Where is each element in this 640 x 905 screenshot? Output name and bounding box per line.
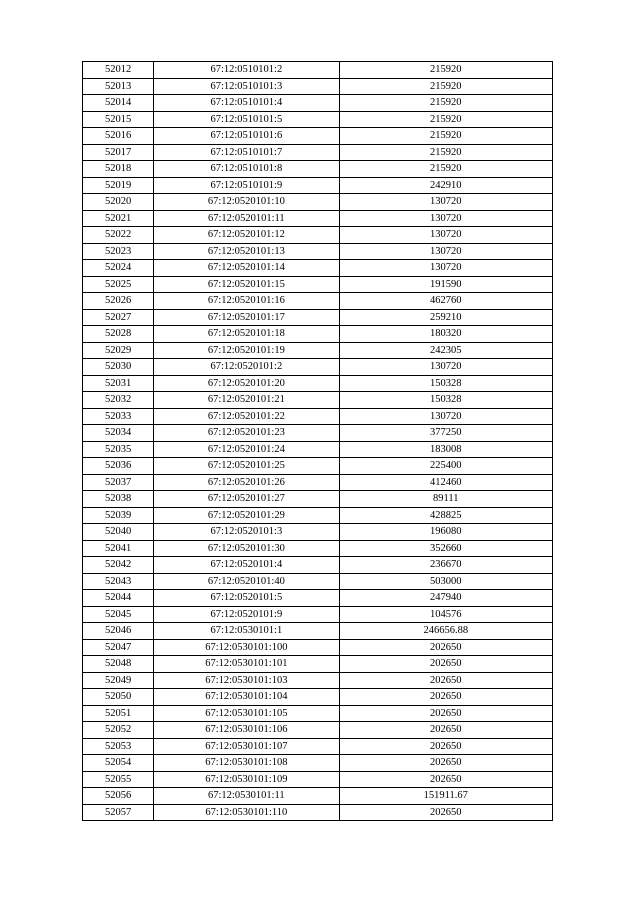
cadastral-number-cell: 67:12:0530101:103 (154, 672, 339, 689)
row-number-cell: 52045 (83, 606, 154, 623)
table-row (83, 524, 553, 541)
value-cell: 202650 (339, 639, 552, 656)
cadastral-number-cell: 67:12:0520101:20 (154, 375, 339, 392)
value-cell: 130720 (339, 408, 552, 425)
row-number-cell: 52033 (83, 408, 154, 425)
row-number-cell: 52030 (83, 359, 154, 376)
cadastral-number-cell: 67:12:0520101:10 (154, 194, 339, 211)
cadastral-number-cell: 67:12:0530101:107 (154, 738, 339, 755)
cadastral-number-cell: 67:12:0520101:22 (154, 408, 339, 425)
value-cell: 150328 (339, 375, 552, 392)
table-row (83, 507, 553, 524)
value-cell: 202650 (339, 755, 552, 772)
table-row (83, 375, 553, 392)
cadastral-number-cell: 67:12:0510101:4 (154, 95, 339, 112)
value-cell: 242305 (339, 342, 552, 359)
row-number-cell: 52057 (83, 804, 154, 821)
table-row (83, 788, 553, 805)
row-number-cell: 52036 (83, 458, 154, 475)
row-number-cell: 52022 (83, 227, 154, 244)
value-cell: 202650 (339, 738, 552, 755)
table-row (83, 722, 553, 739)
cadastral-value-table (82, 61, 553, 821)
table-row (83, 128, 553, 145)
table-row (83, 408, 553, 425)
cadastral-number-cell: 67:12:0510101:3 (154, 78, 339, 95)
row-number-cell: 52050 (83, 689, 154, 706)
cadastral-number-cell: 67:12:0510101:2 (154, 62, 339, 79)
value-cell: 202650 (339, 804, 552, 821)
row-number-cell: 52038 (83, 491, 154, 508)
cadastral-number-cell: 67:12:0530101:108 (154, 755, 339, 772)
row-number-cell: 52024 (83, 260, 154, 277)
table-row (83, 804, 553, 821)
row-number-cell: 52052 (83, 722, 154, 739)
table-row (83, 392, 553, 409)
table-row (83, 243, 553, 260)
value-cell: 503000 (339, 573, 552, 590)
table-row (83, 425, 553, 442)
row-number-cell: 52043 (83, 573, 154, 590)
row-number-cell: 52041 (83, 540, 154, 557)
cadastral-number-cell: 67:12:0530101:101 (154, 656, 339, 673)
table-row (83, 755, 553, 772)
row-number-cell: 52026 (83, 293, 154, 310)
cadastral-number-cell: 67:12:0520101:24 (154, 441, 339, 458)
table-row (83, 62, 553, 79)
row-number-cell: 52029 (83, 342, 154, 359)
table-row (83, 689, 553, 706)
cadastral-number-cell: 67:12:0520101:29 (154, 507, 339, 524)
table-row (83, 540, 553, 557)
cadastral-number-cell: 67:12:0520101:3 (154, 524, 339, 541)
value-cell: 183008 (339, 441, 552, 458)
value-cell: 150328 (339, 392, 552, 409)
row-number-cell: 52039 (83, 507, 154, 524)
value-cell: 202650 (339, 771, 552, 788)
row-number-cell: 52025 (83, 276, 154, 293)
cadastral-number-cell: 67:12:0520101:27 (154, 491, 339, 508)
cadastral-number-cell: 67:12:0520101:26 (154, 474, 339, 491)
table-row (83, 260, 553, 277)
table-row (83, 309, 553, 326)
table-row (83, 293, 553, 310)
table-row (83, 111, 553, 128)
cadastral-number-cell: 67:12:0530101:106 (154, 722, 339, 739)
cadastral-number-cell: 67:12:0520101:23 (154, 425, 339, 442)
value-cell: 242910 (339, 177, 552, 194)
row-number-cell: 52018 (83, 161, 154, 178)
table-row (83, 326, 553, 343)
value-cell: 215920 (339, 78, 552, 95)
row-number-cell: 52047 (83, 639, 154, 656)
table-row (83, 623, 553, 640)
value-cell: 202650 (339, 705, 552, 722)
table-row (83, 458, 553, 475)
table-body (83, 62, 553, 821)
table-row (83, 359, 553, 376)
cadastral-number-cell: 67:12:0520101:2 (154, 359, 339, 376)
value-cell: 225400 (339, 458, 552, 475)
table-row (83, 672, 553, 689)
value-cell: 215920 (339, 144, 552, 161)
value-cell: 202650 (339, 656, 552, 673)
value-cell: 215920 (339, 128, 552, 145)
cadastral-number-cell: 67:12:0520101:21 (154, 392, 339, 409)
value-cell: 215920 (339, 95, 552, 112)
row-number-cell: 52019 (83, 177, 154, 194)
cadastral-number-cell: 67:12:0530101:104 (154, 689, 339, 706)
value-cell: 130720 (339, 194, 552, 211)
value-cell: 352660 (339, 540, 552, 557)
value-cell: 196080 (339, 524, 552, 541)
row-number-cell: 52028 (83, 326, 154, 343)
table-row (83, 276, 553, 293)
cadastral-number-cell: 67:12:0520101:25 (154, 458, 339, 475)
row-number-cell: 52048 (83, 656, 154, 673)
row-number-cell: 52020 (83, 194, 154, 211)
value-cell: 202650 (339, 722, 552, 739)
value-cell: 202650 (339, 672, 552, 689)
value-cell: 130720 (339, 359, 552, 376)
cadastral-number-cell: 67:12:0520101:14 (154, 260, 339, 277)
table-row (83, 738, 553, 755)
row-number-cell: 52013 (83, 78, 154, 95)
value-cell: 462760 (339, 293, 552, 310)
table-row (83, 705, 553, 722)
cadastral-number-cell: 67:12:0510101:7 (154, 144, 339, 161)
row-number-cell: 52012 (83, 62, 154, 79)
row-number-cell: 52046 (83, 623, 154, 640)
value-cell: 89111 (339, 491, 552, 508)
cadastral-number-cell: 67:12:0520101:9 (154, 606, 339, 623)
row-number-cell: 52034 (83, 425, 154, 442)
cadastral-number-cell: 67:12:0520101:13 (154, 243, 339, 260)
row-number-cell: 52051 (83, 705, 154, 722)
table-row (83, 656, 553, 673)
value-cell: 130720 (339, 243, 552, 260)
value-cell: 246656.88 (339, 623, 552, 640)
row-number-cell: 52023 (83, 243, 154, 260)
cadastral-number-cell: 67:12:0530101:100 (154, 639, 339, 656)
value-cell: 259210 (339, 309, 552, 326)
table-row (83, 210, 553, 227)
table-row (83, 95, 553, 112)
cadastral-number-cell: 67:12:0520101:4 (154, 557, 339, 574)
row-number-cell: 52049 (83, 672, 154, 689)
value-cell: 247940 (339, 590, 552, 607)
value-cell: 215920 (339, 161, 552, 178)
cadastral-number-cell: 67:12:0520101:30 (154, 540, 339, 557)
cadastral-number-cell: 67:12:0520101:17 (154, 309, 339, 326)
cadastral-number-cell: 67:12:0510101:5 (154, 111, 339, 128)
cadastral-number-cell: 67:12:0530101:1 (154, 623, 339, 640)
value-cell: 202650 (339, 689, 552, 706)
row-number-cell: 52027 (83, 309, 154, 326)
value-cell: 377250 (339, 425, 552, 442)
row-number-cell: 52042 (83, 557, 154, 574)
row-number-cell: 52015 (83, 111, 154, 128)
row-number-cell: 52031 (83, 375, 154, 392)
row-number-cell: 52016 (83, 128, 154, 145)
row-number-cell: 52035 (83, 441, 154, 458)
table-row (83, 474, 553, 491)
table-row (83, 491, 553, 508)
table-row (83, 771, 553, 788)
cadastral-number-cell: 67:12:0510101:9 (154, 177, 339, 194)
cadastral-number-cell: 67:12:0530101:109 (154, 771, 339, 788)
value-cell: 215920 (339, 62, 552, 79)
table-row (83, 590, 553, 607)
cadastral-number-cell: 67:12:0510101:6 (154, 128, 339, 145)
table-row (83, 441, 553, 458)
cadastral-number-cell: 67:12:0520101:19 (154, 342, 339, 359)
value-cell: 412460 (339, 474, 552, 491)
cadastral-number-cell: 67:12:0520101:16 (154, 293, 339, 310)
row-number-cell: 52056 (83, 788, 154, 805)
cadastral-number-cell: 67:12:0520101:12 (154, 227, 339, 244)
cadastral-number-cell: 67:12:0520101:11 (154, 210, 339, 227)
value-cell: 151911.67 (339, 788, 552, 805)
value-cell: 104576 (339, 606, 552, 623)
value-cell: 130720 (339, 260, 552, 277)
value-cell: 428825 (339, 507, 552, 524)
cadastral-number-cell: 67:12:0530101:11 (154, 788, 339, 805)
cadastral-number-cell: 67:12:0530101:105 (154, 705, 339, 722)
cadastral-number-cell: 67:12:0520101:18 (154, 326, 339, 343)
table-row (83, 194, 553, 211)
cadastral-number-cell: 67:12:0510101:8 (154, 161, 339, 178)
row-number-cell: 52055 (83, 771, 154, 788)
row-number-cell: 52021 (83, 210, 154, 227)
row-number-cell: 52014 (83, 95, 154, 112)
value-cell: 130720 (339, 227, 552, 244)
row-number-cell: 52040 (83, 524, 154, 541)
table-row (83, 144, 553, 161)
table-row (83, 161, 553, 178)
table-row (83, 227, 553, 244)
cadastral-number-cell: 67:12:0520101:15 (154, 276, 339, 293)
value-cell: 215920 (339, 111, 552, 128)
row-number-cell: 52044 (83, 590, 154, 607)
row-number-cell: 52037 (83, 474, 154, 491)
cadastral-number-cell: 67:12:0530101:110 (154, 804, 339, 821)
table-row (83, 177, 553, 194)
value-cell: 180320 (339, 326, 552, 343)
row-number-cell: 52054 (83, 755, 154, 772)
value-cell: 236670 (339, 557, 552, 574)
row-number-cell: 52032 (83, 392, 154, 409)
row-number-cell: 52053 (83, 738, 154, 755)
table-row (83, 78, 553, 95)
table-row (83, 606, 553, 623)
table-row (83, 557, 553, 574)
table-row (83, 639, 553, 656)
cadastral-number-cell: 67:12:0520101:5 (154, 590, 339, 607)
value-cell: 130720 (339, 210, 552, 227)
cadastral-number-cell: 67:12:0520101:40 (154, 573, 339, 590)
value-cell: 191590 (339, 276, 552, 293)
table-row (83, 573, 553, 590)
table-row (83, 342, 553, 359)
row-number-cell: 52017 (83, 144, 154, 161)
